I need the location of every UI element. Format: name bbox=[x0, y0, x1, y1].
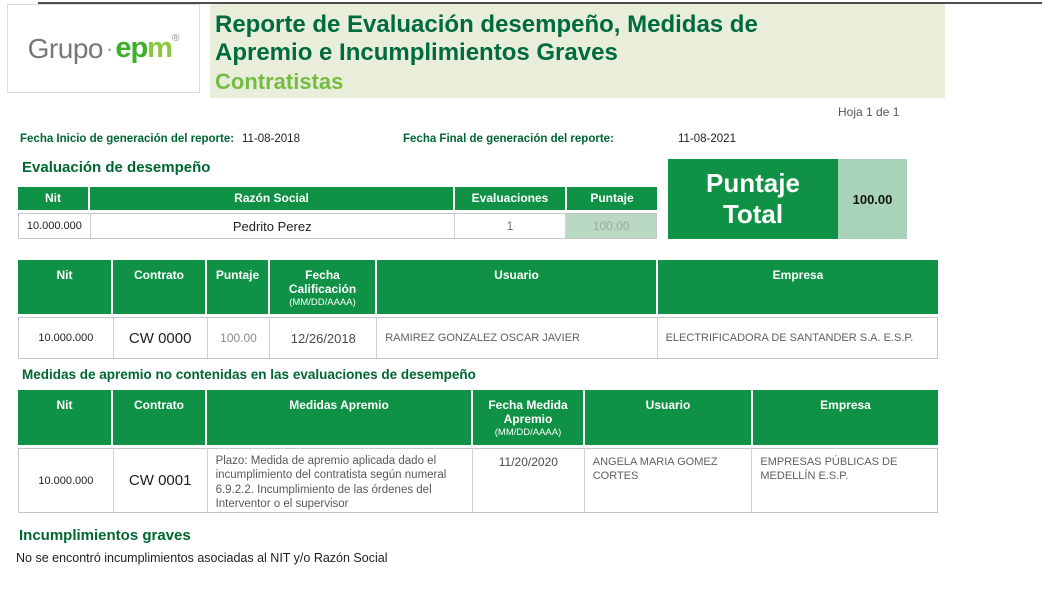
logo-dot-icon: · bbox=[105, 35, 114, 61]
column-header-puntaje: Puntaje bbox=[207, 260, 270, 314]
table-row bbox=[18, 317, 938, 359]
start-date-label: Fecha Inicio de generación del reporte: bbox=[20, 133, 235, 145]
evaluacion-table bbox=[18, 187, 657, 239]
column-header-label: Fecha Medida Apremio bbox=[488, 398, 568, 426]
puntaje-total-box bbox=[668, 159, 907, 239]
table-row bbox=[18, 448, 938, 513]
page-indicator: Hoja 1 de 1 bbox=[838, 105, 900, 119]
cell-usuario: RAMIREZ GONZALEZ OSCAR JAVIER bbox=[377, 318, 657, 358]
report-subtitle: Contratistas bbox=[215, 69, 344, 95]
puntaje-total-value: 100.00 bbox=[838, 159, 907, 239]
column-header-medidas-apremio: Medidas Apremio bbox=[207, 390, 473, 445]
cell-razon-social: Pedrito Perez bbox=[91, 214, 455, 238]
section-title-medidas: Medidas de apremio no contenidas en las evaluaciones de desempeño bbox=[22, 367, 476, 382]
puntaje-total-label: Puntaje Total bbox=[668, 159, 838, 239]
cell-empresa: ELECTRIFICADORA DE SANTANDER S.A. E.S.P. bbox=[665, 332, 914, 344]
section-title-incumplimientos: Incumplimientos graves bbox=[19, 527, 191, 544]
date-format-hint: (MM/DD/AAAA) bbox=[494, 427, 562, 438]
cell-fecha-medida: 11/20/2020 bbox=[473, 449, 585, 512]
column-header-contrato: Contrato bbox=[113, 260, 207, 314]
cell-medida-apremio: Plazo: Medida de apremio aplicada dado el incumplimiento del contratista según numeral 6.9.2.2. Incumplimiento de las órdenes del Interventor o el supervisor bbox=[208, 449, 473, 512]
registered-mark-icon: ® bbox=[171, 33, 180, 44]
column-header-razon-social: Razón Social bbox=[90, 187, 455, 210]
cell-puntaje: 100.00 bbox=[208, 318, 271, 358]
table-header-row bbox=[18, 390, 938, 445]
cell-contrato: CW 0001 bbox=[114, 449, 208, 512]
column-header-nit: Nit bbox=[18, 390, 113, 445]
column-header-fecha-calificacion bbox=[270, 260, 377, 314]
table-header-row bbox=[18, 187, 657, 210]
cell-nit: 10.000.000 bbox=[19, 318, 114, 358]
report-title: Reporte de Evaluación desempeño, Medidas de Apremio e Incumplimientos Graves bbox=[215, 11, 758, 66]
grupo-epm-logo bbox=[7, 4, 200, 93]
section-title-evaluacion: Evaluación de desempeño bbox=[22, 159, 211, 176]
logo-grupo-text: Grupo bbox=[27, 32, 103, 64]
cell-nit: 10.000.000 bbox=[19, 214, 91, 238]
cell-contrato: CW 0000 bbox=[114, 318, 208, 358]
date-format-hint: (MM/DD/AAAA) bbox=[289, 297, 356, 308]
cell-nit: 10.000.000 bbox=[19, 449, 114, 512]
column-header-empresa: Empresa bbox=[658, 260, 938, 314]
cell-usuario: ANGELA MARIA GOMEZ CORTES bbox=[585, 449, 753, 512]
table-header-row bbox=[18, 260, 938, 314]
column-header-nit: Nit bbox=[18, 187, 90, 210]
cell-puntaje: 100.00 bbox=[566, 214, 656, 238]
column-header-usuario: Usuario bbox=[585, 390, 753, 445]
table-row bbox=[18, 213, 657, 239]
cell-evaluaciones: 1 bbox=[455, 214, 567, 238]
cell-fecha-calificacion: 12/26/2018 bbox=[270, 318, 377, 358]
logo-ep-text: ep bbox=[115, 32, 148, 64]
logo-m-text: m bbox=[147, 32, 172, 64]
column-header-fecha-medida bbox=[473, 390, 585, 445]
column-header-contrato: Contrato bbox=[113, 390, 207, 445]
title-banner bbox=[210, 4, 945, 98]
start-date-value: 11-08-2018 bbox=[242, 133, 300, 145]
cell-empresa: EMPRESAS PÚBLICAS DE MEDELLÍN E.S.P. bbox=[760, 456, 898, 483]
calificaciones-table bbox=[18, 260, 938, 359]
end-date-value: 11-08-2021 bbox=[678, 133, 736, 145]
incumplimientos-empty-message: No se encontró incumplimientos asociadas al NIT y/o Razón Social bbox=[16, 551, 388, 565]
column-header-evaluaciones: Evaluaciones bbox=[455, 187, 567, 210]
medidas-table bbox=[18, 390, 938, 513]
column-header-label: Fecha Calificación bbox=[288, 268, 357, 296]
column-header-empresa: Empresa bbox=[753, 390, 938, 445]
end-date-label: Fecha Final de generación del reporte: bbox=[403, 133, 614, 145]
column-header-nit: Nit bbox=[18, 260, 113, 314]
column-header-usuario: Usuario bbox=[377, 260, 658, 314]
column-header-puntaje: Puntaje bbox=[567, 187, 657, 210]
